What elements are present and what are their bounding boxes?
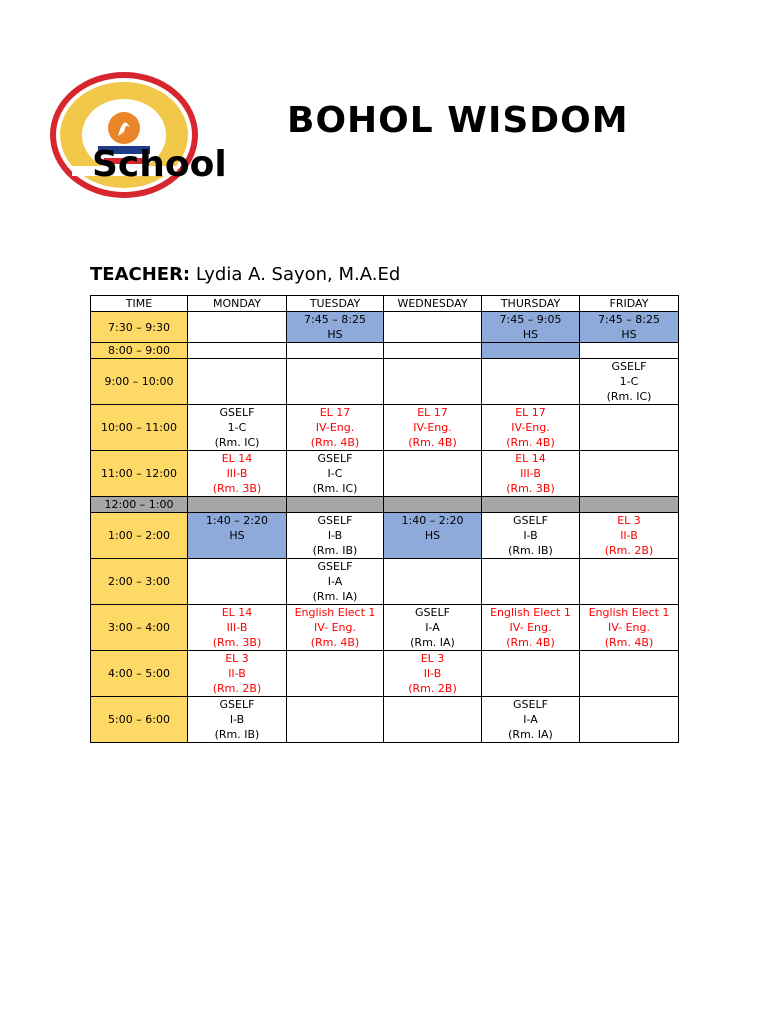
cell-line: (Rm. 3B) xyxy=(506,482,555,495)
cell-line: (Rm. IA) xyxy=(410,636,455,649)
time-cell: 1:00 – 2:00 xyxy=(91,513,188,559)
cell-line: GSELF xyxy=(611,360,647,373)
cell-line: III-B xyxy=(226,467,248,480)
cell-line: (Rm. 3B) xyxy=(212,636,262,649)
cell-line: I-A xyxy=(327,575,343,588)
cell-line: EL 3 xyxy=(420,652,445,665)
table-header-row xyxy=(91,296,679,312)
cell-line: (Rm. 4B) xyxy=(408,436,457,449)
header-wednesday: WEDNESDAY xyxy=(384,296,482,312)
cell-line: 7:45 – 8:25 xyxy=(598,313,660,326)
schedule-cell xyxy=(384,497,482,513)
cell-line: (Rm. IC) xyxy=(214,436,260,449)
cell-line: II-B xyxy=(620,529,638,542)
teacher-line xyxy=(90,264,400,285)
schedule-cell xyxy=(287,605,384,651)
time-cell: 9:00 – 10:00 xyxy=(91,359,188,405)
cell-line: EL 14 xyxy=(221,452,253,465)
cell-line: IV- Eng. xyxy=(608,621,650,634)
schedule-cell xyxy=(287,359,384,405)
schedule-cell xyxy=(580,605,679,651)
schedule-cell xyxy=(287,697,384,743)
schedule-cell xyxy=(580,697,679,743)
cell-line: IV-Eng. xyxy=(315,421,355,434)
schedule-cell xyxy=(287,497,384,513)
schedule-cell xyxy=(287,651,384,697)
teacher-name: Lydia A. Sayon, M.A.Ed xyxy=(195,264,401,285)
cell-line: (Rm. 4B) xyxy=(310,636,360,649)
schedule-cell xyxy=(482,405,580,451)
time-cell: 12:00 – 1:00 xyxy=(91,497,188,513)
cell-line: GSELF xyxy=(317,514,353,527)
table-row xyxy=(91,405,679,451)
cell-line: IV- Eng. xyxy=(509,621,552,634)
time-cell: 7:30 – 9:30 xyxy=(91,312,188,343)
schedule-cell xyxy=(287,405,384,451)
schedule-cell xyxy=(482,605,580,651)
header-monday: MONDAY xyxy=(188,296,287,312)
schedule-cell xyxy=(287,312,384,343)
time-cell: 11:00 – 12:00 xyxy=(91,451,188,497)
cell-line: II-B xyxy=(228,667,246,680)
cell-line: I-B xyxy=(327,529,343,542)
schedule-cell xyxy=(482,651,580,697)
table-row xyxy=(91,497,679,513)
schedule-cell xyxy=(580,343,679,359)
schedule-cell xyxy=(188,343,287,359)
schedule-cell xyxy=(384,451,482,497)
cell-line: (Rm. IB) xyxy=(214,728,260,741)
cell-line: (Rm. 2B) xyxy=(604,544,654,557)
table-row xyxy=(91,697,679,743)
schedule-cell xyxy=(188,605,287,651)
cell-line: (Rm. 4B) xyxy=(310,436,360,449)
schedule-cell xyxy=(482,497,580,513)
schedule-cell xyxy=(580,651,679,697)
cell-line: EL 14 xyxy=(221,606,253,619)
cell-line: I-C xyxy=(327,467,343,480)
schedule-cell xyxy=(384,605,482,651)
table-row xyxy=(91,651,679,697)
cell-line: GSELF xyxy=(415,606,450,619)
time-cell: 2:00 – 3:00 xyxy=(91,559,188,605)
cell-line: 7:45 – 9:05 xyxy=(499,313,562,326)
schedule-cell xyxy=(188,697,287,743)
cell-line: (Rm. 4B) xyxy=(604,636,654,649)
cell-line: IV- Eng. xyxy=(314,621,356,634)
cell-line: EL 3 xyxy=(617,514,641,527)
cell-line: 1:40 – 2:20 xyxy=(401,514,464,527)
schedule-cell xyxy=(287,451,384,497)
schedule-cell xyxy=(482,559,580,605)
table-row xyxy=(91,343,679,359)
schedule-cell xyxy=(384,697,482,743)
time-cell: 3:00 – 4:00 xyxy=(91,605,188,651)
schedule-cell xyxy=(384,359,482,405)
schedule-cell xyxy=(580,405,679,451)
cell-line: HS xyxy=(621,328,637,341)
cell-line: EL 17 xyxy=(319,406,351,419)
cell-line: 1-C xyxy=(227,421,247,434)
table-row xyxy=(91,513,679,559)
schedule-cell xyxy=(580,359,679,405)
cell-line: EL 3 xyxy=(225,652,249,665)
cell-line: HS xyxy=(229,529,245,542)
cell-line: EL 14 xyxy=(515,452,546,465)
cell-line: III-B xyxy=(226,621,248,634)
schedule-cell xyxy=(482,451,580,497)
schedule-cell xyxy=(188,405,287,451)
schedule-cell xyxy=(188,359,287,405)
schedule-cell xyxy=(482,697,580,743)
cell-line: (Rm. IC) xyxy=(606,390,652,403)
time-cell: 8:00 – 9:00 xyxy=(91,343,188,359)
header-thursday: THURSDAY xyxy=(482,296,580,312)
schedule-cell xyxy=(384,343,482,359)
time-cell: 5:00 – 6:00 xyxy=(91,697,188,743)
schedule-cell xyxy=(188,312,287,343)
schedule-cell xyxy=(287,513,384,559)
schedule-cell xyxy=(188,513,287,559)
schedule-cell xyxy=(384,559,482,605)
cell-line: (Rm. 4B) xyxy=(506,636,555,649)
schedule-cell xyxy=(384,651,482,697)
schedule-cell xyxy=(188,651,287,697)
cell-line: GSELF xyxy=(219,406,255,419)
schedule-cell xyxy=(482,312,580,343)
schedule-table xyxy=(90,295,679,743)
cell-line: I-A xyxy=(425,621,440,634)
schedule-cell xyxy=(188,497,287,513)
header-friday: FRIDAY xyxy=(580,296,679,312)
cell-line: English Elect 1 xyxy=(588,606,670,619)
cell-line: (Rm. 2B) xyxy=(212,682,262,695)
cell-line: 7:45 – 8:25 xyxy=(304,313,366,326)
schedule-cell xyxy=(580,497,679,513)
cell-line: III-B xyxy=(520,467,541,480)
cell-line: English Elect 1 xyxy=(490,606,571,619)
cell-line: GSELF xyxy=(317,452,353,465)
cell-line: (Rm. IB) xyxy=(312,544,358,557)
cell-line: (Rm. IA) xyxy=(508,728,553,741)
cell-line: (Rm. IC) xyxy=(312,482,358,495)
cell-line: 1:40 – 2:20 xyxy=(206,514,268,527)
schedule-cell xyxy=(384,405,482,451)
cell-line: HS xyxy=(424,529,441,542)
schedule-cell xyxy=(482,359,580,405)
header-time: TIME xyxy=(91,296,188,312)
table-row xyxy=(91,605,679,651)
cell-line: GSELF xyxy=(317,560,353,573)
time-cell: 4:00 – 5:00 xyxy=(91,651,188,697)
schedule-cell xyxy=(580,513,679,559)
schedule-cell xyxy=(384,513,482,559)
cell-line: II-B xyxy=(423,667,442,680)
cell-line: GSELF xyxy=(513,698,548,711)
cell-line: IV-Eng. xyxy=(413,421,452,434)
cell-line: I-A xyxy=(523,713,538,726)
schedule-cell xyxy=(580,559,679,605)
table-row xyxy=(91,451,679,497)
cell-line: 1-C xyxy=(619,375,639,388)
schedule-cell xyxy=(384,312,482,343)
cell-line: EL 17 xyxy=(515,406,546,419)
schedule-cell xyxy=(188,559,287,605)
schedule-cell xyxy=(580,451,679,497)
schedule-cell xyxy=(287,559,384,605)
cell-line: I-B xyxy=(229,713,245,726)
cell-line: IV-Eng. xyxy=(511,421,550,434)
cell-line: (Rm. IB) xyxy=(508,544,553,557)
table-row xyxy=(91,359,679,405)
cell-line: GSELF xyxy=(219,698,255,711)
schedule-cell xyxy=(482,513,580,559)
cell-line: GSELF xyxy=(513,514,548,527)
schedule-cell xyxy=(188,451,287,497)
cell-line: HS xyxy=(522,328,539,341)
cell-line: English Elect 1 xyxy=(294,606,376,619)
cell-line: EL 17 xyxy=(417,406,448,419)
cell-line: (Rm. IA) xyxy=(312,590,358,603)
schedule-cell xyxy=(580,312,679,343)
schedule-cell xyxy=(287,343,384,359)
school-title-line2: School xyxy=(92,144,227,185)
cell-line: (Rm. 2B) xyxy=(408,682,457,695)
cell-line: (Rm. 3B) xyxy=(212,482,262,495)
cell-line: HS xyxy=(327,328,343,341)
time-cell: 10:00 – 11:00 xyxy=(91,405,188,451)
cell-line: (Rm. 4B) xyxy=(506,436,555,449)
school-title-line1: BOHOL WISDOM xyxy=(287,100,629,141)
logo-subtext xyxy=(48,70,127,72)
table-row xyxy=(91,559,679,605)
schedule-cell xyxy=(482,343,580,359)
table-row xyxy=(91,312,679,343)
header-tuesday: TUESDAY xyxy=(287,296,384,312)
teacher-label: TEACHER: xyxy=(90,264,191,285)
cell-line: I-B xyxy=(523,529,538,542)
